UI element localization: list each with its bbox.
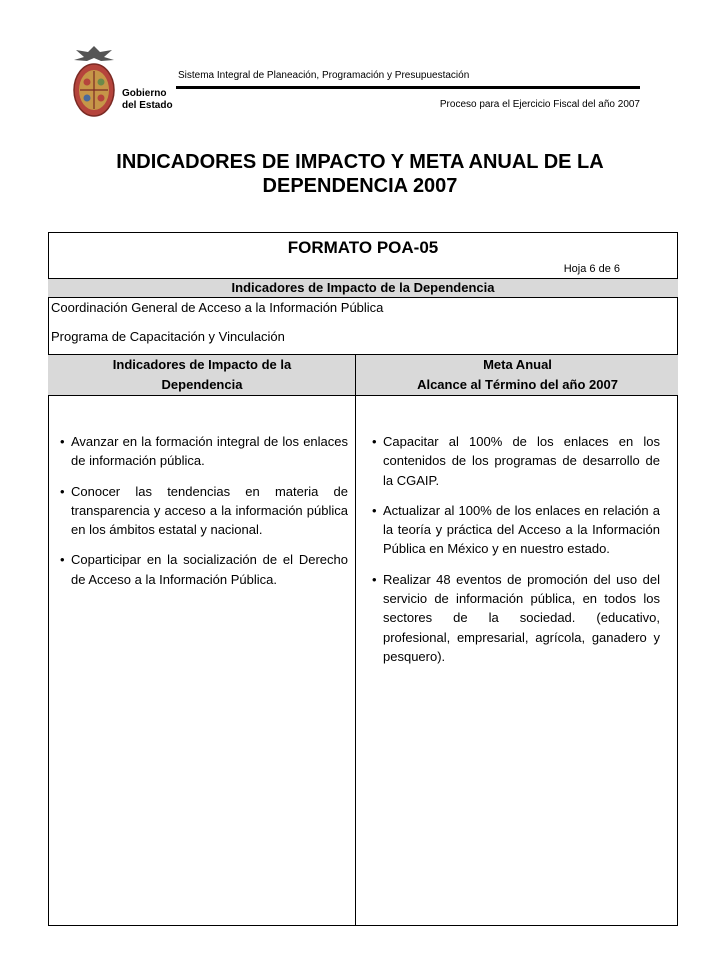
goal-text: Capacitar al 100% de los enlaces en los contenidos de los programas de desarrollo de la CGAIP. xyxy=(383,434,660,488)
list-item xyxy=(60,482,348,540)
bullet-icon: • xyxy=(60,483,65,499)
bullet-icon: • xyxy=(372,571,377,587)
list-item xyxy=(60,432,348,471)
header-rule xyxy=(176,86,640,89)
page-count: Hoja 6 de 6 xyxy=(563,263,620,275)
indicators-header-line2: Dependencia xyxy=(161,377,243,392)
list-item xyxy=(372,570,660,666)
indicator-text: Avanzar en la formación integral de los enlaces de información pública. xyxy=(71,434,348,469)
page-title-line1: INDICADORES DE IMPACTO Y META ANUAL DE LA xyxy=(116,151,604,173)
bullet-icon: • xyxy=(372,434,377,449)
system-name: Sistema Integral de Planeación, Programación y Presupuestación xyxy=(178,70,470,81)
goal-text: Actualizar al 100% de los enlaces en relación a la teoría y práctica del Acceso a la Información Pública en México y en nuestro estado. xyxy=(383,502,660,557)
goals-header-line2: Alcance al Término del año 2007 xyxy=(417,377,618,392)
bullet-icon: • xyxy=(60,552,65,568)
indicators-header-line1: Indicadores de Impacto de la xyxy=(112,357,292,372)
list-item xyxy=(372,501,660,559)
list-item xyxy=(60,550,348,589)
government-label-line2: del Estado xyxy=(122,100,173,111)
government-label xyxy=(122,88,173,112)
list-item xyxy=(372,432,660,490)
goal-text: Realizar 48 eventos de promoción del uso del servicio de información pública, en todos los sectores de la sociedad. (educativo, profesional, empresarial, agrícola, ganadero y pesquero). xyxy=(383,571,660,664)
bullet-icon: • xyxy=(372,502,377,518)
goals-header-line1: Meta Anual xyxy=(483,357,552,372)
indicator-text: Coparticipar en la socialización de el Derecho de Acceso a la Información Pública. xyxy=(71,552,348,587)
column-divider xyxy=(355,354,356,926)
page-title xyxy=(40,150,680,198)
page-title-line2: DEPENDENCIA 2007 xyxy=(262,175,458,197)
coordination-name: Coordinación General de Acceso a la Información Pública xyxy=(51,300,384,315)
indicators-column-header xyxy=(48,354,356,395)
goals-list xyxy=(372,432,660,677)
state-coat-of-arms-icon xyxy=(70,44,118,120)
indicator-text: Conocer las tendencias en materia de transparencia y acceso a la información pública en los ámbitos estatal y nacional. xyxy=(71,483,348,538)
form-code: FORMATO POA-05 xyxy=(287,238,439,257)
fiscal-process: Proceso para el Ejercicio Fiscal del año 2007 xyxy=(439,99,640,110)
program-name: Programa de Capacitación y Vinculación xyxy=(51,329,285,344)
section-title-band: Indicadores de Impacto de la Dependencia xyxy=(48,278,678,298)
goals-column-header xyxy=(357,354,678,395)
indicators-list xyxy=(60,432,348,600)
government-label-line1: Gobierno xyxy=(122,88,167,99)
bullet-icon: • xyxy=(60,434,65,449)
